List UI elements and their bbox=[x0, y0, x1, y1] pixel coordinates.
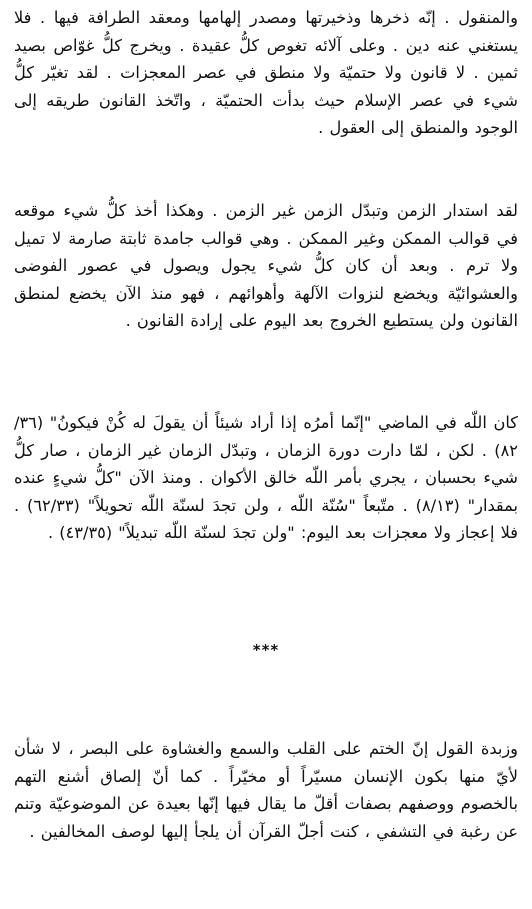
section-separator: *** bbox=[252, 641, 280, 659]
paragraph-4: وزبدة القول إنّ الختم على القلب والسمع والغشاوة على البصر ، لا شأن لأيّ منها بكون الإنسان مسيّراً أو مخيّراً . كما أنّ إلصاق أشنع التهم بالخصوم ووصفهم بصفات أقلّ ما يقال فيها إنّها بعيدة عن الموضوعيّة وتنم عن رغبة في التشفي ، كنت أجلّ القرآن أن يلجأ إليها لوصف المخالفين . bbox=[14, 739, 518, 841]
paragraph-2: لقد استدار الزمن وتبدّل الزمن غير الزمن . وهكذا أخذ كلُّ شيء موقعه في قوالب الممكن وغير الممكن . وهي قوالب جامدة ثابتة صارمة لا تميل ولا ترم . وبعد أن كان كلُّ شيء يجول ويصول في عصور الفوضى والعشوائيّة ويخضع لنزوات الآلهة وأهوائهم ، فهو منذ الآن يخضع لمنطق القانون ولن يستطيع الخروج بعد اليوم على إرادة القانون . bbox=[14, 201, 518, 331]
paragraph-3: كان اللّه في الماضي "إنّما أمرُه إذا أراد شيئاً أن يقولَ له كُنْ فيكونُ" (٣٦/ ٨٢) . لكن ، لمّا دارت دورة الزمان ، وتبدّل الزمان غير الزمان ، صار كلُّ شيء بحسبان ، يجري بأمر اللّه خالق الأكوان . ومنذ الآن "كلُّ شيءٍ عنده بمقدار" (٨/١٣) . متّبعاً "سُنّة اللّه ، ولن تجدَ لسنّة اللّه تحويلاً" (٦٢/٣٣) . فلا إعجاز ولا معجزات بعد اليوم: "ولن تجدَ لسنّة اللّه تبديلاً" (٤٣/٣٥) . bbox=[14, 413, 518, 543]
paragraph-1: والمنقول . إنّه ذخرها وذخيرتها ومصدر إلهامها ومعقد الطرافة فيها . فلا يستغني عنه دين . وعلى آلائه تغوص كلُّ عقيدة . ويخرج كلُّ غوّاص بصيد ثمين . لا قانون ولا حتميّة ولا منطق في عصر المعجزات . لقد تغيّر كلُّ شيء في عصر الإسلام حيث بدأت الحتميّة ، واتّخذ القانون طريقه إلى الوجود والمنطق إلى العقول . bbox=[14, 8, 518, 138]
